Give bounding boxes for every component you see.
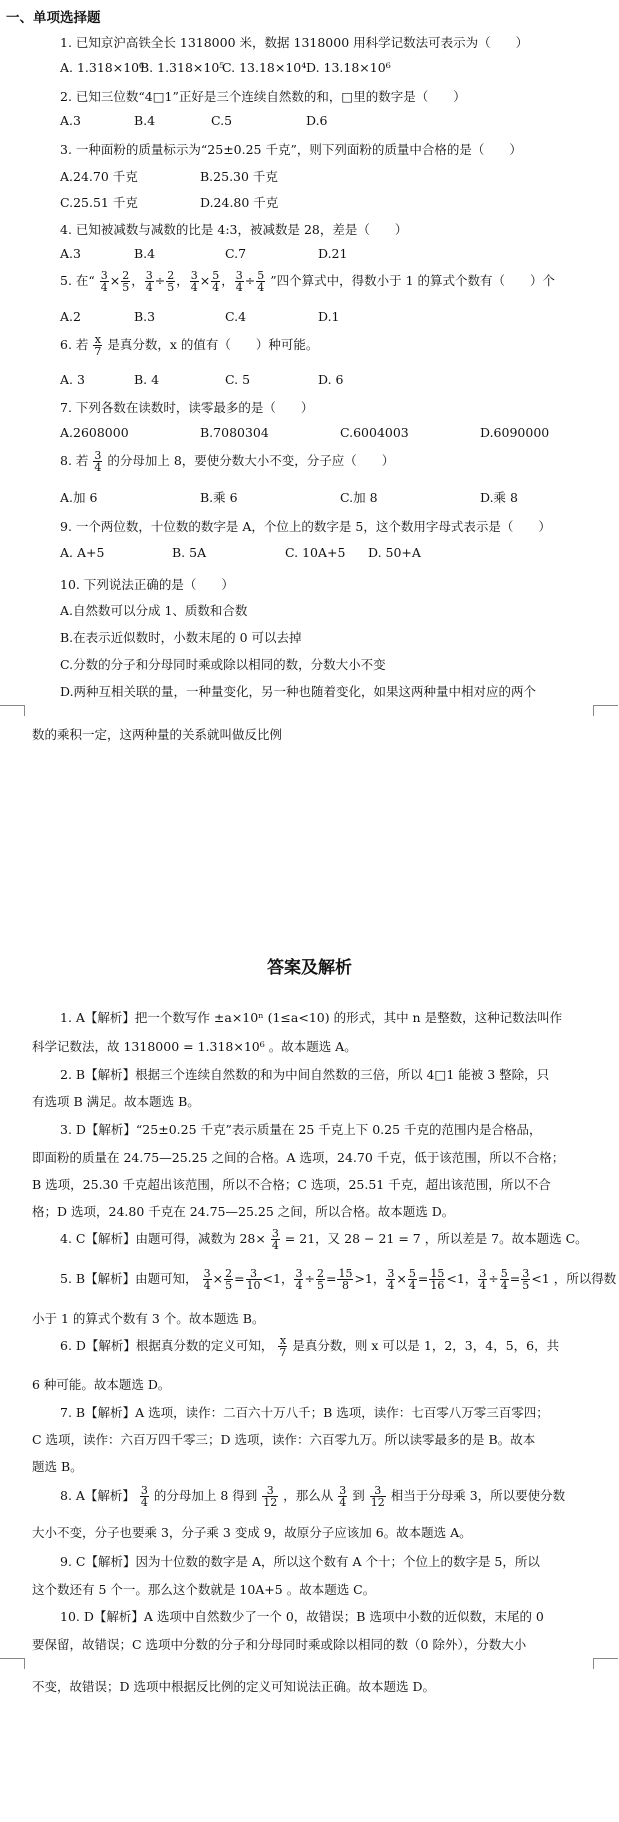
option-c[interactable]: C.加 8: [340, 490, 378, 505]
question-6-stem-end: 是真分数，x 的值有（ ）种可能。: [107, 337, 319, 352]
question-6: [60, 334, 318, 357]
question-9: 9. 一个两位数，十位数的数字是 A，个位上的数字是 5，这个数用字母式表示是（ ）: [60, 519, 551, 534]
fraction-numerator: 3: [140, 1484, 148, 1497]
question-3: 3. 一种面粉的质量标示为“25±0.25 千克”，则下列面粉的质量中合格的是（ ）: [60, 142, 522, 157]
option-d[interactable]: D.21: [318, 246, 348, 261]
answer-7-line-2: C 选项，读作：六百万四千零三；D 选项，读作：六百零九万。所以读零最多的是 B。故本: [32, 1432, 536, 1447]
question-10-option-d-continuation: 数的乘积一定，这两种量的关系就叫做反比例: [32, 727, 283, 742]
option-b[interactable]: B.乘 6: [200, 490, 238, 505]
answer-8-fraction-1: [140, 1485, 149, 1508]
fraction-denominator: 4: [339, 1496, 347, 1509]
fraction-numerator: x: [279, 1334, 287, 1347]
fraction: $\frac{3}{4}$: [387, 1267, 395, 1292]
answer-5-text-end: ，所以得数: [553, 1271, 617, 1286]
answer-6-text-start: 6. D【解析】根据真分数的定义可知，: [60, 1338, 274, 1353]
answer-9-line-1: 9. C【解析】因为十位数的数字是 A，所以这个数有 A 个十；个位上的数字是 5，所以: [60, 1554, 540, 1569]
answer-6: [60, 1335, 559, 1358]
option-a[interactable]: A.2608000: [60, 425, 129, 440]
question-2: 2. 已知三位数“4□1”正好是三个连续自然数的和，□里的数字是（ ）: [60, 89, 466, 104]
option-d[interactable]: D.6: [306, 113, 328, 128]
question-4: 4. 已知被减数与减数的比是 4:3，被减数是 28，差是（ ）: [60, 222, 408, 237]
question-7: 7. 下列各数在读数时，读零最多的是（ ）: [60, 400, 314, 415]
answer-5-expressions: $\frac{3}{4}$ × $\frac{2}{5}$ = $\frac{3}{10}$ <1， $\frac{3}{4}$ ÷ $\frac{2}{5}$ = $\frac{15}{8}$ >1， $\frac{3}{4}$ × $\frac{5}{4}$ = $\frac{15}{16}$ <1， $\frac{3}{4}$ ÷ $\frac{5}{4}$ = $\frac{3}{5}$ <1: [203, 1267, 550, 1292]
fraction-numerator: x: [94, 333, 101, 346]
option-c[interactable]: C.4: [225, 309, 247, 324]
answer-3-line-4: 格；D 选项，24.80 千克在 24.75—25.25 之间，所以合格。故本题选 D。: [32, 1204, 455, 1219]
question-6-stem-start: 6. 若: [60, 337, 89, 352]
option-a[interactable]: A.3: [60, 113, 81, 128]
option-a[interactable]: A.24.70 千克: [60, 169, 138, 184]
answer-8-fraction-2: [262, 1485, 278, 1508]
fraction-denominator: 12: [370, 1496, 385, 1509]
option-d[interactable]: D. 13.18×10⁶: [306, 60, 391, 75]
answer-10-line-2: 要保留，故错误；C 选项中分数的分子和分母同时乘或除以相同的数（0 除外），分数大小: [32, 1637, 527, 1652]
answer-4: [60, 1228, 588, 1251]
option-b[interactable]: B.4: [134, 246, 156, 261]
option-b[interactable]: B.在表示近似数时，小数末尾的 0 可以去掉: [60, 630, 302, 645]
answer-4-fraction: [271, 1228, 280, 1251]
answer-2-line-2: 有选项 B 满足。故本题选 B。: [32, 1094, 200, 1109]
answer-4-text-end: = 21，又 28 − 21 = 7 ，所以差是 7。故本题选 C。: [284, 1231, 588, 1246]
fraction: $\frac{2}{5}$: [122, 269, 130, 294]
page-break-marker-left: [0, 1658, 25, 1669]
fraction: $\frac{3}{5}$: [522, 1267, 530, 1292]
option-a[interactable]: A.3: [60, 246, 81, 261]
question-8-stem-start: 8. 若: [60, 453, 89, 468]
answer-4-text-start: 4. C【解析】由题可得，减数为 28×: [60, 1231, 266, 1246]
question-5-stem-start: 5. 在“: [60, 273, 95, 288]
fraction: $\frac{3}{4}$: [145, 269, 153, 294]
option-a[interactable]: A.加 6: [60, 490, 98, 505]
answer-8-text-3: ，那么从: [283, 1488, 334, 1503]
answer-8-fraction-4: [370, 1485, 386, 1508]
option-b[interactable]: B.4: [134, 113, 156, 128]
answer-10-line-3: 不变，故错误；D 选项中根据反比例的定义可知说法正确。故本题选 D。: [32, 1679, 435, 1694]
option-b[interactable]: B.7080304: [200, 425, 269, 440]
answer-8-fraction-3: [338, 1485, 347, 1508]
option-a[interactable]: A. 1.318×10⁶: [60, 60, 145, 75]
fraction: $\frac{2}{5}$: [167, 269, 175, 294]
question-8: [60, 450, 394, 473]
option-a[interactable]: A.2: [60, 309, 81, 324]
page-break-marker-right: [593, 1658, 618, 1669]
answer-9-line-2: 这个数还有 5 个一。那么这个数就是 10A+5 。故本题选 C。: [32, 1582, 376, 1597]
fraction: $\frac{2}{5}$: [316, 1267, 324, 1292]
answer-5: [60, 1268, 616, 1291]
option-d[interactable]: D.24.80 千克: [200, 195, 279, 210]
option-c[interactable]: C.6004003: [340, 425, 409, 440]
answer-3-line-2: 即面粉的质量在 24.75—25.25 之间的合格。A 选项，24.70 千克，低于该范围，所以不合格；: [32, 1150, 565, 1165]
answer-5-line-2: 小于 1 的算式个数有 3 个。故本题选 B。: [32, 1311, 265, 1326]
answer-1-line-1: 1. A【解析】把一个数写作 ±a×10ⁿ (1≤a<10) 的形式，其中 n 是整数，这种记数法叫作: [60, 1010, 563, 1025]
question-1: 1. 已知京沪高铁全长 1318000 米，数据 1318000 用科学记数法可表示为（ ）: [60, 35, 529, 50]
page-break-marker-left: [0, 705, 25, 716]
answer-section-title: 答案及解析: [267, 958, 352, 978]
answer-7-line-1: 7. B【解析】A 选项，读作：二百六十万八千；B 选项，读作：七百零八万零三百零四；: [60, 1405, 549, 1420]
fraction: $\frac{2}{5}$: [225, 1267, 233, 1292]
fraction-denominator: 4: [140, 1496, 148, 1509]
option-d[interactable]: D.6090000: [480, 425, 550, 440]
option-c[interactable]: C. 13.18×10⁴: [222, 60, 307, 75]
fraction-numerator: 3: [262, 1485, 278, 1497]
option-b[interactable]: B.3: [134, 309, 156, 324]
option-b[interactable]: B. 1.318×10⁵: [140, 60, 225, 75]
fraction: $\frac{15}{8}$: [338, 1267, 353, 1292]
fraction-numerator: 3: [339, 1484, 347, 1497]
section-title: 一、单项选择题: [6, 10, 101, 26]
option-c[interactable]: C.分数的分子和分母同时乘或除以相同的数，分数大小不变: [60, 657, 386, 672]
fraction-numerator: 3: [271, 1227, 279, 1240]
fraction: $\frac{15}{16}$: [430, 1267, 445, 1292]
question-8-stem-end: 的分母加上 8，要使分数大小不变，分子应（ ）: [107, 453, 395, 468]
option-c[interactable]: C.5: [211, 113, 233, 128]
option-d[interactable]: D.乘 8: [480, 490, 518, 505]
fraction: $\frac{5}{4}$: [212, 269, 220, 294]
option-b[interactable]: B. 5A: [172, 545, 207, 560]
answer-5-text-start: 5. B【解析】由题可知，: [60, 1271, 198, 1286]
answer-6-fraction: [278, 1335, 287, 1358]
option-a[interactable]: A. 3: [60, 372, 85, 387]
fraction: $\frac{5}{4}$: [257, 269, 265, 294]
fraction: $\frac{3}{4}$: [203, 1267, 211, 1292]
option-a[interactable]: A.自然数可以分成 1、质数和合数: [60, 603, 248, 618]
question-5-expressions: $\frac{3}{4}$ × $\frac{2}{5}$ ， $\frac{3}{4}$ ÷ $\frac{2}{5}$ ， $\frac{3}{4}$ × $\frac{5}{4}$ ， $\frac{3}{4}$ ÷ $\frac{5}{4}$: [100, 269, 265, 294]
fraction: $\frac{5}{4}$: [500, 1267, 508, 1292]
answer-8-text-1: 8. A【解析】: [60, 1488, 135, 1503]
fraction-numerator: 3: [94, 449, 102, 462]
answer-3-line-3: B 选项，25.30 千克超出该范围，所以不合格；C 选项，25.51 千克，超出该范围，所以不合: [32, 1177, 551, 1192]
fraction-denominator: 12: [263, 1496, 278, 1509]
answer-1-line-2: 科学记数法，故 1318000 = 1.318×10⁶ 。故本题选 A。: [32, 1039, 357, 1054]
answer-10-line-1: 10. D【解析】A 选项中自然数少了一个 0，故错误；B 选项中小数的近似数，末尾的 0: [60, 1609, 544, 1624]
fraction-denominator: 7: [94, 345, 102, 358]
answer-8-text-2: 的分母加上 8 得到: [153, 1488, 258, 1503]
fraction-denominator: 4: [94, 461, 102, 474]
answer-8-line-2: 大小不变，分子也要乘 3，分子乘 3 变成 9，故原分子应该加 6。故本题选 A。: [32, 1525, 472, 1540]
fraction-denominator: 7: [279, 1346, 287, 1359]
fraction: $\frac{5}{4}$: [408, 1267, 416, 1292]
fraction: $\frac{3}{10}$: [246, 1267, 261, 1292]
option-c[interactable]: C. 10A+5: [285, 545, 346, 560]
fraction: $\frac{3}{4}$: [190, 269, 198, 294]
answer-2-line-1: 2. B【解析】根据三个连续自然数的和为中间自然数的三倍，所以 4□1 能被 3 整除，只: [60, 1067, 550, 1082]
answer-6-line-2: 6 种可能。故本题选 D。: [32, 1377, 171, 1392]
fraction: $\frac{3}{4}$: [235, 269, 243, 294]
fraction: $\frac{3}{4}$: [479, 1267, 487, 1292]
option-d[interactable]: D.1: [318, 309, 340, 324]
fraction: $\frac{3}{4}$: [295, 1267, 303, 1292]
option-c[interactable]: C.7: [225, 246, 247, 261]
answer-8-text-4: 到: [352, 1488, 365, 1503]
question-5: [60, 270, 555, 293]
answer-8: [60, 1485, 565, 1508]
option-b[interactable]: B. 4: [134, 372, 160, 387]
question-6-fraction: [93, 334, 102, 357]
fraction: $\frac{3}{4}$: [100, 269, 108, 294]
question-5-stem-end: ”四个算式中，得数小于 1 的算式个数有（ ）个: [270, 273, 556, 288]
fraction-numerator: 3: [370, 1485, 386, 1497]
option-c[interactable]: C. 5: [225, 372, 251, 387]
option-d[interactable]: D.两种互相关联的量，一种量变化，另一种也随着变化，如果这两种量中相对应的两个: [60, 684, 537, 699]
option-a[interactable]: A. A+5: [60, 545, 105, 560]
answer-7-line-3: 题选 B。: [32, 1459, 83, 1474]
question-8-fraction: [93, 450, 102, 473]
answer-8-text-5: 相当于分母乘 3，所以要使分数: [390, 1488, 566, 1503]
answer-6-text-end: 是真分数，则 x 可以是 1，2，3，4，5，6，共: [292, 1338, 560, 1353]
question-10: 10. 下列说法正确的是（ ）: [60, 577, 234, 592]
option-d[interactable]: D. 50+A: [368, 545, 421, 560]
fraction-denominator: 4: [271, 1239, 279, 1252]
answer-3-line-1: 3. D【解析】“25±0.25 千克”表示质量在 25 千克上下 0.25 千克的范围内是合格品，: [60, 1122, 542, 1137]
option-d[interactable]: D. 6: [318, 372, 344, 387]
option-b[interactable]: B.25.30 千克: [200, 169, 278, 184]
page-break-marker-right: [593, 705, 618, 716]
option-c[interactable]: C.25.51 千克: [60, 195, 138, 210]
